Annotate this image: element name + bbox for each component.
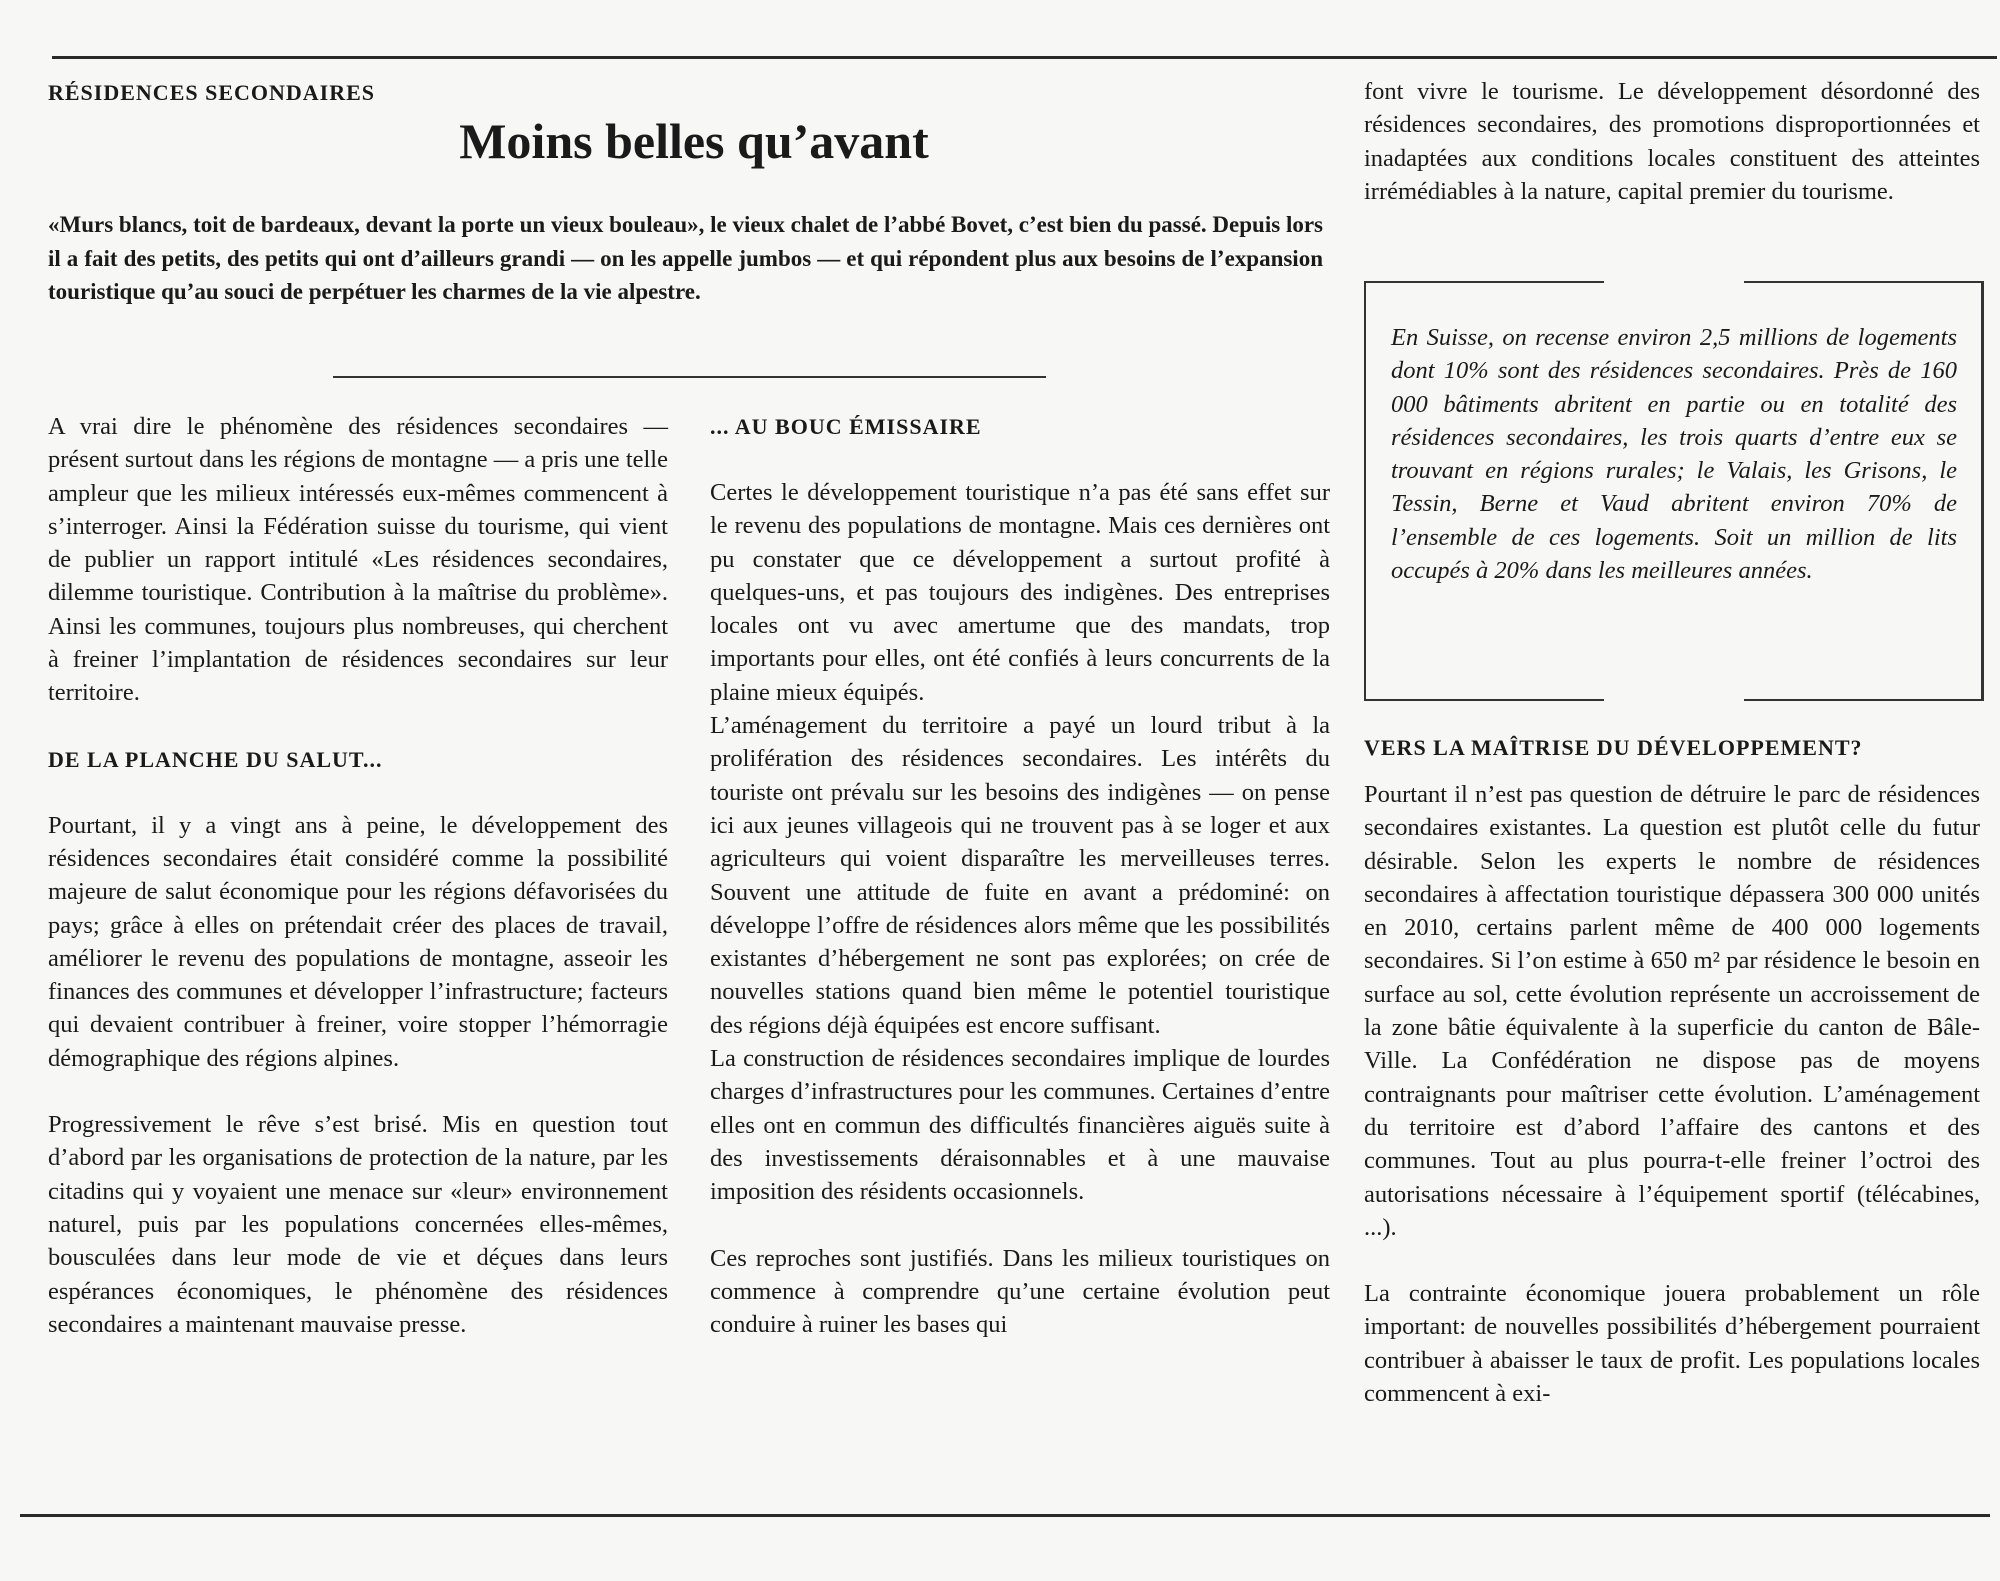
box-border-top-left [1364,281,1604,283]
paragraph: Certes le développement touristique n’a pas été sans effet sur le revenu des populations de montagne. Mais ces dernières ont pu constater que ce développement a surtout profité à quelques-uns, et pas toujours des indigènes. Des entreprises locales ont vu avec amertume que des mandats, trop importants pour elles, ont été confiés à leurs concurrents de la plaine mieux équipés. [710,479,1330,706]
column-3-bottom [1364,778,1980,1410]
box-border-left [1364,281,1366,701]
paragraph: A vrai dire le phénomène des résidences secondaires — présent surtout dans les régions de montagne — a pris une telle ampleur que les milieux intéressés eux-mêmes commencent à s’interroger. Ainsi la Fédération suisse du tourisme, qui vient de publier un rapport intitulé «Les résidences secondaires, dilemme touristique. Contribution à la maîtrise du problème». Ainsi les communes, toujours plus nombreuses, qui cherchent à freiner l’implantation de résidences secondaires sur leur territoire. [48,413,668,707]
paragraph: font vivre le tourisme. Le développement désordonné des résidences secondaires, des promotions disproportionnées et inadaptées aux conditions locales constituent des atteintes irrémédiables à la nature, capital premier du tourisme. [1364,78,1980,205]
article-lead: «Murs blancs, toit de bardeaux, devant la porte un vieux bouleau», le vieux chalet de l’abbé Bovet, c’est bien du passé. Depuis lors il a fait des petits, des petits qui ont d’ailleurs grandi — on les appelle jumbos — et qui répondent plus aux besoins de l’expansion touristique qu’au souci de perpétuer les charmes de la vie alpestre. [48,212,1323,304]
paragraph: La construction de résidences secondaires implique de lourdes charges d’infrastructures pour les communes. Certaines d’entre elles ont en commun des difficultés financières aiguës suite à des investissements déraisonnables et à une mauvaise imposition des résidents occasionnels. [710,1045,1330,1206]
box-border-top-right [1744,281,1984,283]
column-1 [48,410,668,1341]
paragraph: La contrainte économique jouera probablement un rôle important: de nouvelles possibilités d’hébergement pourraient contribuer à abaisser le taux de profit. Les populations locales commencent à exi- [1364,1280,1980,1408]
box-border-bottom-right [1744,699,1984,701]
statistics-box [1364,281,1984,701]
box-border-right [1981,281,1984,701]
paragraph: Pourtant, il y a vingt ans à peine, le développement des résidences secondaires était considéré comme la possibilité majeure de salut économique pour les régions défavorisées du pays; grâce à elles on prétendait créer des places de travail, améliorer le revenu des populations de montagne, asseoir les finances des communes et développer l’infrastructure; facteurs qui devaient contribuer à freiner, voire stopper l’hémorragie démographique des régions alpines. [48,811,668,1072]
lead-divider [333,376,1046,378]
subheading-bouc-emissaire: ... AU BOUC ÉMISSAIRE [710,414,982,439]
paragraph: Ces reproches sont justifiés. Dans les milieux touristiques on commence à comprendre qu’une certaine évolution peut conduire à ruiner les bases qui [710,1244,1330,1339]
box-border-bottom-left [1364,699,1604,701]
paragraph: Pourtant il n’est pas question de détruire le parc de résidences secondaires existantes. La question est plutôt celle du futur désirable. Selon les experts le nombre de résidences secondaires à affectation touristique dépassera 300 000 unités en 2010, certains parlent même de 400 000 logements secondaires. Si l’on estime à 650 m² par résidence le besoin en surface au sol, cette évolution représente un accroissement de la zone bâtie équivalente à la superficie du canton de Bâle-Ville. La Confédération ne dispose pas de moyens contraignants pour maîtriser cette évolution. L’aménagement du territoire est d’abord l’affaire des cantons et des communes. Tout au plus pourra-t-elle freiner l’octroi des autorisations nécessaire à l’équipement sportif (télécabines, ...). [1364,781,1980,1241]
subheading-planche-du-salut: DE LA PLANCHE DU SALUT... [48,746,383,772]
subheading-maitrise-developpement: VERS LA MAÎTRISE DU DÉVELOPPEMENT? [1364,735,1863,760]
bottom-rule [20,1514,1990,1517]
statistics-text: En Suisse, on recense environ 2,5 millions de logements dont 10% sont des résidences secondaires. Près de 160 000 bâtiments abritent en partie ou en totalité des résidences secondaires, les trois quarts d’entre eux se trouvant en régions rurales; le Valais, les Grisons, le Tessin, Berne et Vaud abritent environ 70% de l’ensemble de ces logements. Soit un million de lits occupés à 20% dans les meilleures années. [1391,324,1957,585]
paragraph: L’aménagement du territoire a payé un lourd tribut à la prolifération des résidences secondaires. Les intérêts du touriste ont prévalu sur les besoins des indigènes — on pense ici aux jeunes villageois qui ne trouvent pas à se loger et aux agriculteurs qui voient disparaître les merveilleuses terres. Souvent une attitude de fuite en avant a prédominé: on développe l’offre de résidences alors même que les possibilités existantes d’hébergement ne sont pas explorées; on crée de nouvelles stations quand bien même le potentiel touristique des régions déjà équipées est encore suffisant. [710,712,1330,1039]
column-2 [710,410,1330,1341]
paragraph: Progressivement le rêve s’est brisé. Mis en question tout d’abord par les organisations de protection de la nature, par les citadins qui y voyaient une menace sur «leur» environnement naturel, puis par les populations concernées elles-mêmes, bousculées dans leur mode de vie et déçues dans leurs espérances économiques, le phénomène des résidences secondaires a maintenant mauvaise presse. [48,1111,668,1338]
section-rubric: RÉSIDENCES SECONDAIRES [48,80,376,105]
top-rule [52,56,1997,59]
column-3-top [1364,75,1980,208]
article-title: Moins belles qu’avant [459,113,929,169]
